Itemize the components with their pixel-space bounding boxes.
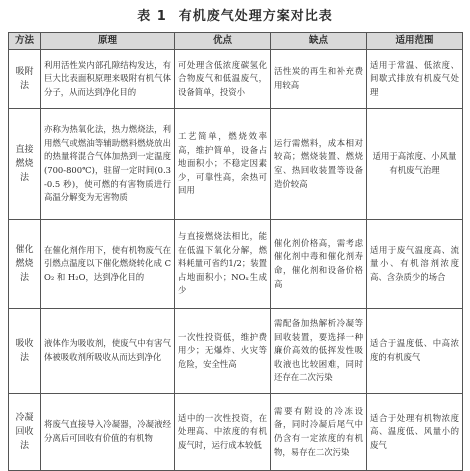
advantages-cell: 工艺简单，燃烧效率高，维护简单，设备占地面积小；不稳定因素少，可靠性高，余热可回用 [175,109,271,220]
method-cell: 吸附法 [9,50,41,109]
header-scope: 适用范围 [367,33,463,50]
table-caption [8,8,462,26]
advantages-cell: 与直接燃烧法相比，能在低温下氧化分解，燃料耗量可省约1/2；装置占地面积小；NOₓ生成少 [175,220,271,309]
principle-cell: 将废气直接导入冷凝器，冷凝液经分离后可回收有价值的有机物 [41,394,175,471]
header-method: 方法 [9,33,41,50]
advantages-cell: 适中的一次性投资，在处理高、中浓度的有机废气时，运行成本较低 [175,394,271,471]
advantages-cell: 可处理含低浓度碳氢化合物废气和低温废气，设备简单，投资小 [175,50,271,109]
disadvantages-cell: 需要有附设的冷冻设备，同时冷凝后尾气中仍含有一定浓度的有机物，易存在二次污染 [271,394,367,471]
header-advantages: 优点 [175,33,271,50]
header-principle: 原理 [41,33,175,50]
principle-cell: 利用活性炭内部孔隙结构发达，有巨大比表面积原理来吸附有机气体分子，从而达到净化目的 [41,50,175,109]
method-cell: 直接燃烧法 [9,109,41,220]
disadvantages-cell: 运行需燃料，成本相对较高；燃烧装置、燃烧室、热回收装置等设备造价较高 [271,109,367,220]
scope-cell: 适合于处理有机物浓度高、温度低、风量小的废气 [367,394,463,471]
advantages-cell: 一次性投资低，维护费用少；无爆炸、火灾等危险，安全性高 [175,309,271,394]
method-cell: 催化燃烧法 [9,220,41,309]
principle-cell: 在催化剂作用下，使有机物废气在引燃点温度以下催化燃烧转化成 CO₂ 和 H₂O，达到净化目的 [41,220,175,309]
disadvantages-cell: 活性炭的再生和补充费用较高 [271,50,367,109]
table-header-row [9,33,463,50]
scope-cell: 适合于温度低、中高浓度的有机废气 [367,309,463,394]
disadvantages-cell: 需配备加热解析冷凝等回收装置，要选择一种廉价高效的低挥发性吸收液也比较困难，同时还存在二次污染 [271,309,367,394]
table-row [9,50,463,109]
table-row [9,109,463,220]
table-number: 表 1 [137,9,167,24]
table-title: 有机废气处理方案对比表 [178,9,333,24]
header-disadvantages: 缺点 [271,33,367,50]
principle-cell: 液体作为吸收剂，使废气中有害气体被吸收剂所吸收从而达到净化 [41,309,175,394]
scope-cell: 适用于常温、低浓度、间歇式排放有机废气处理 [367,50,463,109]
comparison-table [8,32,463,471]
method-cell: 冷凝回收法 [9,394,41,471]
disadvantages-cell: 催化剂价格高，需考虑催化剂中毒和催化剂寿命，催化剂和设备价格高 [271,220,367,309]
scope-cell: 适用于废气温度高、流量小、有机溶剂浓度高、含杂质少的场合 [367,220,463,309]
table-row [9,394,463,471]
method-cell: 吸收法 [9,309,41,394]
scope-cell: 适用于高浓度、小风量有机废气治理 [367,109,463,220]
table-row [9,220,463,309]
principle-cell: 亦称为热氧化法，热力燃烧法，利用燃气或燃油等辅助燃料燃烧放出的热量将混合气体加热到一定温度(700-800℃)，驻留一定时间(0.3-0.5 秒)，使可燃的有害物质进行高温分解变为无害物质 [41,109,175,220]
table-row [9,309,463,394]
